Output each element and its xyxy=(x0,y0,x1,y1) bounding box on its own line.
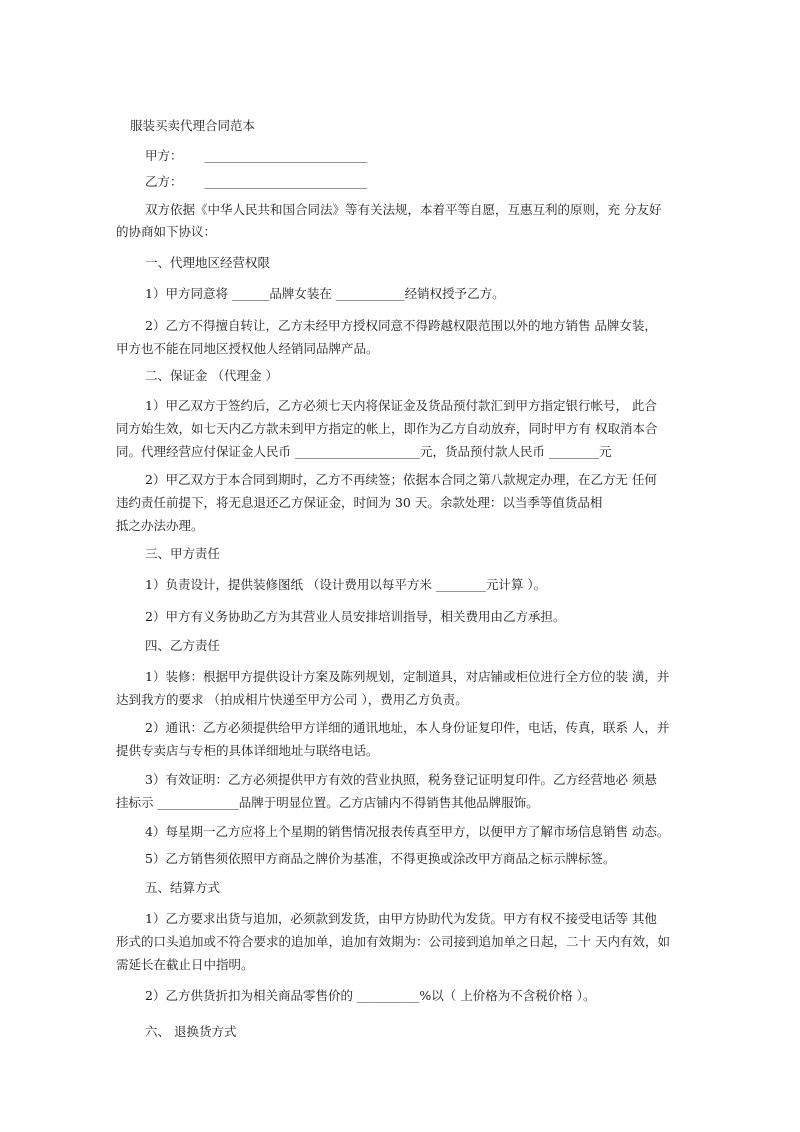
clause-4-2-line-2: 提供专卖店与专柜的具体详细地址与联络电话。 xyxy=(116,743,379,758)
party-a-row xyxy=(145,148,367,164)
clause-4-1-line-2: 达到我方的要求 （拍成相片快递至甲方公司 ），费用乙方负责。 xyxy=(116,692,468,707)
section-heading-2: 二、保证金 （代理金 ） xyxy=(145,368,278,383)
clause-4-5: 5）乙方销售须依照甲方商品之牌价为基准，不得更换或涂改甲方商品之标示牌标签。 xyxy=(145,851,616,866)
party-b-field: __________________________ xyxy=(204,174,368,189)
party-b-row xyxy=(145,174,367,190)
clause-2-2-line-1: 2）甲乙双方于本合同到期时，乙方不再续签；依据本合同之第八款规定办理，在乙方无 任何 xyxy=(145,472,657,487)
clause-4-3-line-1: 3）有效证明：乙方必须提供甲方有效的营业执照，税务登记证明复印件。乙方经营地必 须悬 xyxy=(145,772,657,787)
clause-1-1: 1）甲方同意将 ______品牌女装在 ___________经销权授予乙方。 xyxy=(145,286,505,301)
party-a-label: 甲方： xyxy=(145,148,183,163)
section-heading-4: 四、乙方责任 xyxy=(145,638,221,653)
clause-2-2-line-3: 抵之办法办理。 xyxy=(116,518,204,533)
clause-2-2-line-2: 违约责任前提下，将无息退还乙方保证金，时间为 30 天。余款处理：以当季等值货品相 xyxy=(116,495,603,510)
clause-5-2: 2）乙方供货折扣为相关商品零售价的 __________%以（ 上价格为不含税价格 ）。 xyxy=(145,988,596,1003)
clause-2-1-line-1: 1）甲乙双方于签约后，乙方必须七天内将保证金及货品预付款汇到甲方指定银行帐号， 此合 xyxy=(145,398,657,413)
clause-3-2: 2）甲方有义务协助乙方为其营业人员安排培训指导，相关费用由乙方承担。 xyxy=(145,609,566,624)
clause-5-1-line-1: 1）乙方要求出货与追加，必须款到发货，由甲方协助代为发货。甲方有权不接受电话等 其他 xyxy=(145,911,657,926)
clause-4-3-line-2: 挂标示 _____________品牌于明显位置。乙方店铺内不得销售其他品牌服饰。 xyxy=(116,795,539,810)
intro-line-1: 双方依据《中华人民共和国合同法》等有关法规，本着平等自愿，互惠互利的原则，充 分友好 xyxy=(145,202,662,217)
section-heading-6: 六、 退换货方式 xyxy=(145,1024,237,1039)
clause-4-2-line-1: 2）通讯：乙方必须提供给甲方详细的通讯地址，本人身份证复印件，电话，传真，联系 人，并 xyxy=(145,720,670,735)
section-heading-3: 三、甲方责任 xyxy=(145,546,221,561)
clause-2-1-line-3: 同。代理经营应付保证金人民币 ____________________元，货品预付款人民币 ________元 xyxy=(116,444,612,459)
intro-line-2: 的协商如下协议： xyxy=(116,224,217,239)
clause-4-1-line-1: 1）装修：根据甲方提供设计方案及陈列规划，定制道具，对店铺或柜位进行全方位的装 潢，并 xyxy=(145,669,670,684)
clause-5-1-line-3: 需延长在截止日中指明。 xyxy=(116,957,254,972)
clause-4-4: 4）每星期一乙方应将上个星期的销售情况报表传真至甲方，以便甲方了解市场信息销售 动态。 xyxy=(145,824,670,839)
document-title: 服装买卖代理合同范本 xyxy=(130,118,256,133)
clause-1-2-line-1: 2）乙方不得擅自转让，乙方未经甲方授权同意不得跨越权限范围以外的地方销售 品牌女装， xyxy=(145,318,657,333)
clause-1-2-line-2: 甲方也不能在同地区授权他人经销同品牌产品。 xyxy=(116,341,379,356)
party-a-field: __________________________ xyxy=(204,148,368,163)
clause-3-1: 1）负责设计，提供装修图纸 （设计费用以每平方米 ________元计算 ）。 xyxy=(145,577,547,592)
section-heading-5: 五、结算方式 xyxy=(145,880,221,895)
section-heading-1: 一、代理地区经营权限 xyxy=(145,255,271,270)
clause-5-1-line-2: 形式的口头追加或不符合要求的追加单，追加有效期为：公司接到追加单之日起，二十 天内有效，如 xyxy=(116,934,670,949)
party-b-label: 乙方： xyxy=(145,174,183,189)
clause-2-1-line-2: 同方始生效，如七天内乙方款未到甲方指定的帐上，即作为乙方自动放弃，同时甲方有 权取消本合 xyxy=(116,421,658,436)
